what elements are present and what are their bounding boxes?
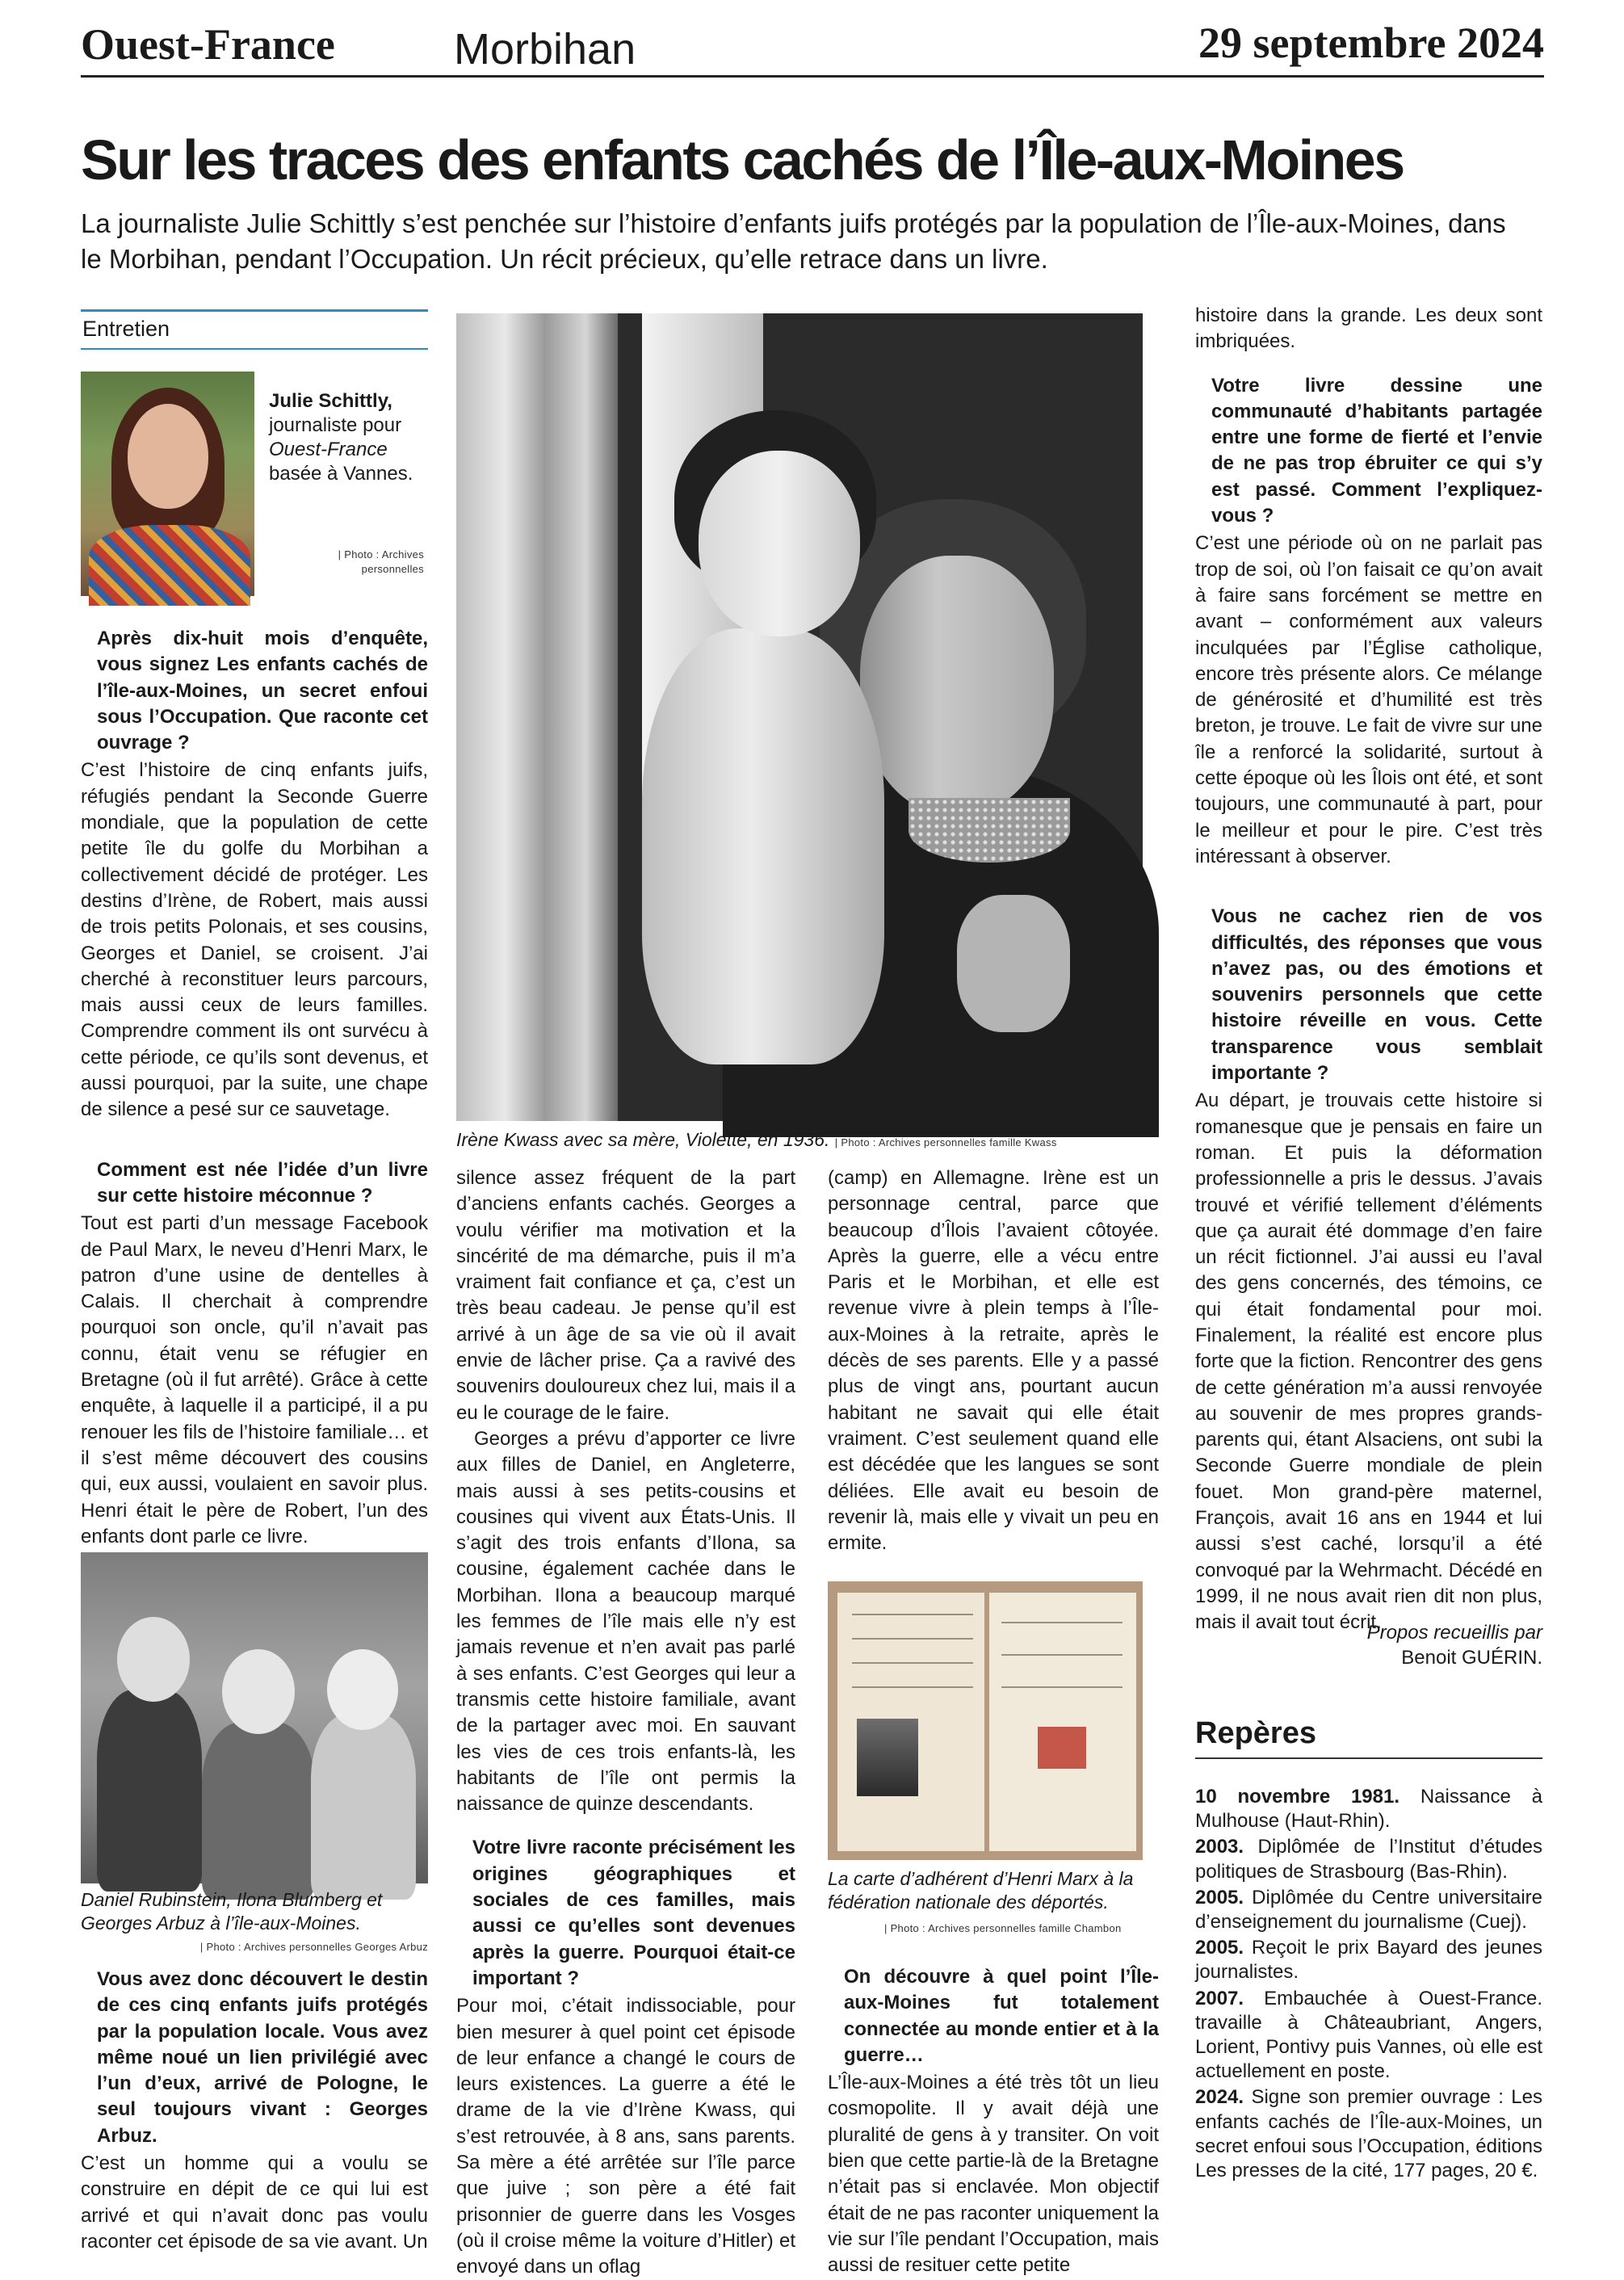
answer-3: C’est un homme qui a voulu se construire en dépit de ce qui lui est arrivé et qui n’avait donc pas voulu raconter cet épisode de sa vie avant. Un	[81, 2152, 428, 2253]
reperes-title: Repères	[1195, 1716, 1542, 1759]
main-photo	[456, 313, 1143, 1121]
headline: Sur les traces des enfants cachés de l’Île-aux-Moines	[81, 128, 1404, 191]
column-4	[1195, 303, 1542, 1636]
question-6: Votre livre dessine une communauté d’habitants partagée entre une forme de fierté et l’envie de ne pas trop ébruiter ce qui s’y est passé. Comment l’expliquez-vous ?	[1211, 374, 1542, 527]
question-1: Après dix-huit mois d’enquête, vous signez Les enfants cachés de l’île-aux-Moines, un secret enfoui sous l’Occupation. Que raconte cet ouvrage ?	[97, 628, 428, 754]
newspaper-logo[interactable]: Ouest-France	[81, 20, 335, 69]
standfirst: La journaliste Julie Schittly s’est penchée sur l’histoire d’enfants juifs protégés par la population de l’Île-aux-Moines, dans le Morbihan, pendant l’Occupation. Un récit précieux, qu’elle retrace dans un livre.	[81, 208, 1506, 274]
answer-1: C’est l’histoire de cinq enfants juifs, réfugiés pendant la Seconde Guerre mondiale, que la population de cette petite île du golfe du Morbihan a collectivement décidé de protéger. Les destins d’Irène, de Robert, mais aussi de trois petits Polonais, et ses cousins, Georges et Daniel, se croisent. J’ai cherché à reconstituer leurs parcours, mais aussi ceux de leurs familles. Comprendre comment ils ont survécu à cette période, ce qu’ils sont devenus, et aussi pourquoi, par la suite, une chape de silence a pesé sur ce sauvetage.	[81, 759, 428, 1121]
reperes-item: 2005. Reçoit le prix Bayard des jeunes journalistes.	[1195, 1937, 1542, 1984]
column-1	[81, 626, 428, 1584]
main-photo-caption	[456, 1129, 1151, 1151]
masthead	[81, 15, 1544, 78]
author-name: Julie Schittly,	[269, 390, 392, 412]
card-photo-credit: | Photo : Archives personnelles famille Chambon	[884, 1922, 1122, 1934]
column-1-bottom	[81, 1967, 428, 2255]
reperes-list	[1195, 1785, 1542, 2185]
column-2	[456, 1165, 795, 2280]
paragraph: (camp) en Allemagne. Irène est un personnage central, parce que beaucoup d’Îlois l’avaient côtoyée. Après la guerre, elle a vécu entre Paris et le Morbihan, et elle est revenue vivre à plein temps à l’Île-aux-Moines à la retraite, après le décès de ses parents. Elle y a passé plus de vingt ans, pourtant aucun habitant ne savait qui elle était vraiment. C’est seulement quand elle est décédée que les langues se sont déliées. Elle avait eu besoin de revenir là, mais elle y vivait un peu en ermite.	[828, 1167, 1159, 1555]
paragraph: Georges a prévu d’apporter ce livre aux filles de Daniel, en Angleterre, mais aussi à ses petits-cousins et cousines qui vivent aux États-Unis. Il s’agit des trois enfants d’Ilona, sa cousine, également cachée dans le Morbihan. Ilona a beaucoup marqué les femmes de l’île mais elle n’y est jamais revenue et n’en avait pas parlé à ses enfants. C’est Georges qui leur a transmis cette histoire familiale, avant de la partager avec moi. En sauvant les vies de ces trois enfants-là, les habitants de l’île ont permis la naissance de quinze descendants.	[456, 1427, 795, 1816]
children-photo	[81, 1552, 428, 1883]
paragraph: histoire dans la grande. Les deux sont imbriquées.	[1195, 304, 1542, 353]
answer-6: C’est une période où on ne parlait pas trop de soi, où l’on faisait ce qu’on avait à faire sans forcément se mettre en avant – conformément aux valeurs inculquées par l’Église catholique, encore très présente alors. Ce mélange de générosité et d’humilité est très breton, je trouve. Le fait de vivre sur une île a renforcé la solidarité, surtout à cette époque où les Îlois ont été, et sont toujours, une communauté à part, pour le meilleur et pour le pire. C’est très intéressant à observer.	[1195, 532, 1542, 867]
paragraph: silence assez fréquent de la part d’anciens enfants cachés. Georges a voulu vérifier ma motivation et la sincérité de ma démarche, puis il m’a vraiment fait confiance et ça, c’est un très beau cadeau. Je pense qu’il est arrivé à un âge de sa vie où il avait envie de lâcher prise. Ça a ravivé des souvenirs douloureux chez lui, mais il a eu le courage de le faire.	[456, 1167, 795, 1424]
publication-date: 29 septembre 2024	[1198, 19, 1544, 67]
question-2: Comment est née l’idée d’un livre sur cette histoire méconnue ?	[97, 1158, 428, 1207]
question-4: Votre livre raconte précisément les origines géographiques et sociales de ces familles, mais aussi ce qu’elles sont devenues après la guerre. Pourquoi était-ce important ?	[472, 1837, 795, 1989]
question-7: Vous ne cachez rien de vos difficultés, des réponses que vous n’avez pas, ou des émotions et souvenirs personnels que cette histoire réveille en vous. Cette transparence vous semblait importante ?	[1211, 905, 1542, 1085]
author-role: journaliste pour	[269, 414, 402, 436]
answer-5: L’Île-aux-Moines a été très tôt un lieu cosmopolite. Il y avait déjà une pluralité de gens à y transiter. On voit bien que cette partie-là de la Bretagne n’était pas si enclavée. Mon objectif était de ne pas raconter uniquement la vie sur l’île pendant l’Occupation, mais aussi de resituer cette petite	[828, 2072, 1159, 2277]
card-photo-caption: La carte d’adhérent d’Henri Marx à la fédération nationale des déportés.	[828, 1868, 1134, 1913]
answer-4: Pour moi, c’était indissociable, pour bien mesurer à quel point cet épisode de leur enfance a changé le cours de leurs existences. La guerre a été le drame de la vie d’Irène Kwass, qui s’est retrouvée, à 8 ans, sans parents. Sa mère a été arrêtée sur l’île parce que juive ; son père a été fait prisonnier de guerre dans les Vosges (où il croise même la voiture d’Hitler) et envoyé dans un oflag	[456, 1995, 795, 2278]
byline-label: Propos recueillis par	[1366, 1622, 1542, 1644]
byline-author: Benoit GUÉRIN.	[1401, 1647, 1542, 1669]
column-3-bottom	[828, 1964, 1159, 2279]
section-name: Morbihan	[454, 25, 636, 73]
byline	[1195, 1620, 1542, 1670]
author-paper: Ouest-France	[269, 439, 388, 460]
reperes-item: 10 novembre 1981. Naissance à Mulhouse (Haut-Rhin).	[1195, 1786, 1542, 1833]
author-bio	[269, 389, 430, 486]
main-caption-text: Irène Kwass avec sa mère, Violette, en 1936.	[456, 1129, 830, 1150]
kicker-label: Entretien	[81, 309, 428, 350]
reperes-item: 2005. Diplômée du Centre universitaire d’enseignement du journalisme (Cuej).	[1195, 1886, 1542, 1934]
children-photo-caption: Daniel Rubinstein, Ilona Blumberg et Georges Arbuz à l’île-aux-Moines.	[81, 1889, 383, 1934]
reperes-item: 2007. Embauchée à Ouest-France. travaille à Châteaubriant, Angers, Lorient, Pontivy puis Vannes, où elle est actuellement en poste.	[1195, 1987, 1543, 2083]
main-photo-credit: | Photo : Archives personnelles famille Kwass	[834, 1136, 1057, 1148]
question-5: On découvre à quel point l’Île-aux-Moines fut totalement connectée au monde entier et à la guerre…	[844, 1966, 1159, 2066]
answer-2: Tout est parti d’un message Facebook de Paul Marx, le neveu d’Henri Marx, le patron d’une usine de dentelles à Calais. Il cherchait à comprendre pourquoi son oncle, qu’il n’avait pas connu, était venu se réfugier en Bretagne (où il fut arrêté). Grâce à cette enquête, à laquelle il a participé, il a pu renouer les fils de l’histoire familiale… et il s’est même découvert des cousins qui, eux aussi, voulaient en savoir plus. Henri était le père de Robert, l’un des enfants dont parle ce livre.	[81, 1212, 428, 1547]
author-place: basée à Vannes.	[269, 463, 413, 485]
portrait-credit: | Photo : Archives personnelles	[338, 548, 424, 575]
author-portrait-image	[81, 372, 254, 596]
column-3	[828, 1165, 1159, 1574]
reperes-item: 2024. Signe son premier ouvrage : Les enfants cachés de l’Île-aux-Moines, un secret enfoui sous l’Occupation, éditions Les presses de la cité, 177 pages, 20 €.	[1195, 2086, 1542, 2182]
membership-card-photo	[828, 1581, 1143, 1860]
reperes-item: 2003. Diplômée de l’Institut d’études politiques de Strasbourg (Bas-Rhin).	[1195, 1836, 1542, 1883]
answer-7: Au départ, je trouvais cette histoire si romanesque que je pensais en faire un roman. Et puis la déformation professionnelle a pris le dessus. J’avais trouvé et vérifié tellement d’éléments que ça aurait été dommage d’en faire un récit fictionnel. J’ai aussi eu l’aval des gens concernés, des témoins, ce qui était fondamental pour moi. Finalement, la réalité est encore plus forte que la fiction. Rencontrer des gens de cette génération m’a aussi renvoyée au souvenir de mes propres grands-parents qui, étant Alsaciens, ont subi la Seconde Guerre mondiale de plein fouet. Mon grand-père maternel, François, avait 16 ans en 1944 et lui aussi s’est caché, lorsqu’il a été convoqué par la Wehrmacht. Décédé en 1999, il ne nous avait rien dit non plus, mais il avait tout écrit.	[1195, 1090, 1542, 1634]
children-photo-credit: | Photo : Archives personnelles Georges Arbuz	[199, 1941, 428, 1953]
question-3: Vous avez donc découvert le destin de ces cinq enfants juifs protégés par la population locale. Vous avez même noué un lien privilégié avec l’un d’eux, arrivé de Pologne, le seul toujours vivant : Georges Arbuz.	[97, 1968, 428, 2147]
